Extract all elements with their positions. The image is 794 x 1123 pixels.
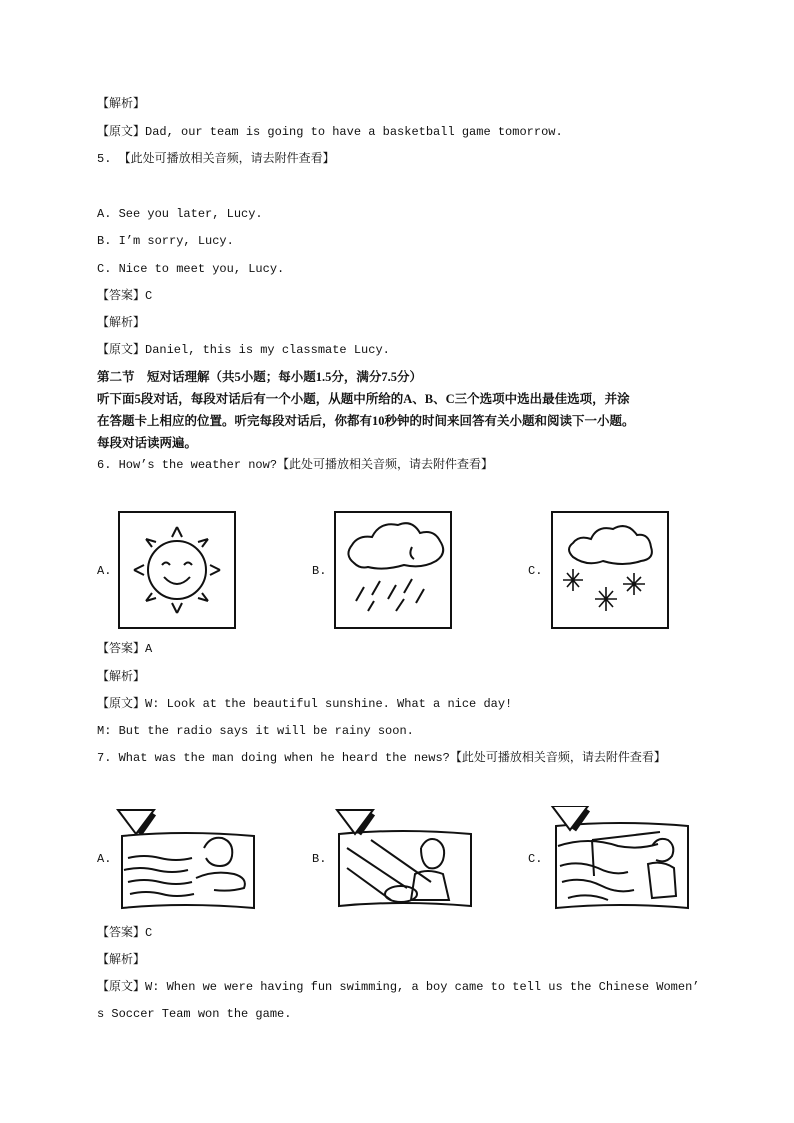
rain-cloud-picture [334, 511, 452, 629]
q5-option-b: B. I’m sorry, Lucy. [97, 234, 234, 248]
transcript-5: 【原文】Daniel, this is my classmate Lucy. [97, 343, 390, 357]
answer-7: 【答案】C [97, 926, 153, 940]
swimming-picture [114, 808, 260, 912]
analysis-label-7: 【解析】 [97, 953, 146, 967]
question-6: 6. How’s the weather now?【此处可播放相关音频，请去附件查看】 [97, 458, 494, 472]
q7-label-b: B. [312, 852, 327, 866]
q5-option-a: A. See you later, Lucy. [97, 207, 263, 221]
question-5: 5. 【此处可播放相关音频，请去附件查看】 [97, 152, 335, 166]
q6-label-a: A. [97, 564, 112, 578]
section-title: 第二节 短对话理解（共5小题；每小题1.5分，满分7.5分） [97, 370, 423, 384]
q5-option-c: C. Nice to meet you, Lucy. [97, 262, 285, 276]
analysis-label-6: 【解析】 [97, 670, 146, 684]
q7-label-c: C. [528, 852, 543, 866]
q6-label-c: C. [528, 564, 543, 578]
driving-picture [331, 808, 477, 912]
transcript-7-a: 【原文】W: When we were having fun swimming, a boy came to tell us the Chinese Women’ [97, 980, 700, 994]
sun-picture [118, 511, 236, 629]
instructions-1: 听下面5段对话，每段对话后有一个小题，从题中所给的A、B、C三个选项中选出最佳选项，并涂 [97, 392, 630, 406]
answer-6: 【答案】A [97, 642, 153, 656]
q6-label-b: B. [312, 564, 327, 578]
q7-label-a: A. [97, 852, 112, 866]
instructions-3: 每段对话读两遍。 [97, 436, 198, 450]
fishing-picture [548, 806, 694, 914]
transcript-6-w: 【原文】W: Look at the beautiful sunshine. What a nice day! [97, 697, 513, 711]
analysis-label-1: 【解析】 [97, 97, 146, 111]
transcript-6-m: M: But the radio says it will be rainy soon. [97, 724, 414, 738]
transcript-7-b: s Soccer Team won the game. [97, 1007, 292, 1021]
transcript-4: 【原文】Dad, our team is going to have a basketball game tomorrow. [97, 125, 563, 139]
answer-5: 【答案】C [97, 289, 153, 303]
snow-cloud-picture [551, 511, 669, 629]
question-7: 7. What was the man doing when he heard the news?【此处可播放相关音频，请去附件查看】 [97, 751, 666, 765]
instructions-2: 在答题卡上相应的位置。听完每段对话后，你都有10秒钟的时间来回答有关小题和阅读下一小题。 [97, 414, 635, 428]
analysis-label-5: 【解析】 [97, 316, 146, 330]
